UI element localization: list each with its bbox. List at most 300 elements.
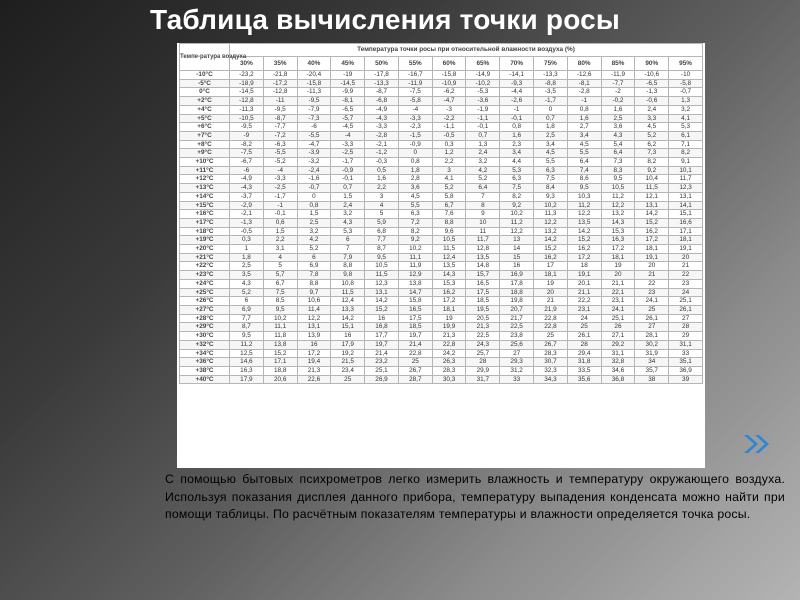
dew-point-cell: 7,3 [635, 149, 669, 158]
dew-point-cell: 25,1 [365, 366, 399, 375]
dew-point-cell: 26,3 [432, 358, 466, 367]
dew-point-cell: -4,7 [432, 97, 466, 106]
dew-point-cell: 4,1 [669, 114, 703, 123]
air-temperature-cell: +26°C [180, 297, 230, 306]
air-temperature-cell: +25°C [180, 288, 230, 297]
dew-point-cell: 16,9 [500, 271, 534, 280]
dew-point-cell: 7,4 [567, 166, 601, 175]
table-row [180, 97, 703, 106]
dew-point-cell: 11,1 [263, 323, 297, 332]
dew-point-cell: -19 [331, 71, 365, 80]
dew-point-cell: -8,2 [230, 140, 264, 149]
dew-point-cell: 15,3 [601, 227, 635, 236]
dew-point-cell: -2,8 [365, 131, 399, 140]
table-row [180, 184, 703, 193]
dew-point-cell: -5,7 [331, 114, 365, 123]
air-temperature-cell: +4°C [180, 105, 230, 114]
dew-point-cell: 7,1 [669, 140, 703, 149]
dew-point-cell: -1,1 [466, 114, 500, 123]
dew-point-cell: 15,2 [635, 218, 669, 227]
humidity-column-header: 85% [601, 57, 635, 71]
dew-point-cell: 9,7 [297, 288, 331, 297]
dew-point-cell: 2,4 [635, 105, 669, 114]
dew-point-cell: 5,2 [466, 175, 500, 184]
dew-point-cell: 18,8 [263, 366, 297, 375]
dew-point-cell: 1,3 [669, 97, 703, 106]
dew-point-cell: 8,8 [297, 279, 331, 288]
dew-point-cell: 3,1 [263, 245, 297, 254]
dew-point-cell: 12,3 [365, 279, 399, 288]
dew-point-cell: 21,9 [534, 305, 568, 314]
dew-point-cell: -21,8 [263, 71, 297, 80]
dew-point-cell: 0,5 [365, 166, 399, 175]
table-row [180, 314, 703, 323]
dew-point-cell: 10,5 [601, 184, 635, 193]
dew-point-cell: 15,1 [669, 210, 703, 219]
dew-point-cell: 20 [669, 253, 703, 262]
dew-point-cell: 1,6 [567, 114, 601, 123]
dew-point-cell: -2,6 [500, 97, 534, 106]
dew-point-cell: 8,4 [534, 184, 568, 193]
double-chevron-right-icon [741, 433, 773, 455]
dew-point-cell: 21,5 [331, 358, 365, 367]
dew-point-cell: 10,5 [365, 262, 399, 271]
dew-point-cell: -1,3 [635, 88, 669, 97]
dew-point-cell: 18,8 [500, 288, 534, 297]
dew-point-cell: 14,1 [669, 201, 703, 210]
dew-point-cell: 5 [263, 262, 297, 271]
dew-point-cell: 9,3 [534, 192, 568, 201]
air-temperature-cell: +14°C [180, 192, 230, 201]
page-title: Таблица вычисления точки росы [150, 4, 621, 35]
dew-point-cell: 35,1 [669, 358, 703, 367]
dew-point-cell: 18,5 [398, 323, 432, 332]
dew-point-cell: 28 [466, 358, 500, 367]
dew-point-cell: -3,9 [297, 149, 331, 158]
dew-point-cell: 3,2 [331, 210, 365, 219]
dew-point-cell: 7,7 [365, 236, 399, 245]
dew-point-cell: 11,5 [365, 271, 399, 280]
dew-point-cell: -17,2 [263, 79, 297, 88]
dew-point-cell: 36,8 [601, 375, 635, 384]
dew-point-cell: 1,2 [432, 149, 466, 158]
dew-point-cell: 16 [500, 262, 534, 271]
dew-point-cell: 2,2 [365, 184, 399, 193]
humidity-header-row [180, 57, 703, 71]
dew-point-cell: 6,1 [669, 131, 703, 140]
dew-point-cell: 31,1 [669, 340, 703, 349]
dew-point-cell: 20,6 [263, 375, 297, 384]
dew-point-cell: -6,5 [331, 105, 365, 114]
dew-point-cell: 5,3 [669, 123, 703, 132]
air-temperature-cell: 0°C [180, 88, 230, 97]
dew-point-cell: 0,7 [534, 114, 568, 123]
dew-point-cell: 6,7 [432, 201, 466, 210]
dew-point-cell: 2,4 [331, 201, 365, 210]
table-row [180, 366, 703, 375]
table-row [180, 262, 703, 271]
dew-point-cell: 26,1 [669, 305, 703, 314]
dew-point-cell: 23 [635, 288, 669, 297]
dew-point-cell: 39 [669, 375, 703, 384]
dew-point-cell: 17,9 [331, 340, 365, 349]
dew-point-cell: 2,5 [297, 218, 331, 227]
dew-point-cell: -9 [230, 131, 264, 140]
dew-point-cell: 16,2 [432, 288, 466, 297]
air-temperature-cell: +9°C [180, 149, 230, 158]
air-temperature-cell: +6°C [180, 123, 230, 132]
dew-point-cell: 2,8 [398, 175, 432, 184]
dew-point-cell: -0,9 [331, 166, 365, 175]
air-temperature-cell: +28°C [180, 314, 230, 323]
table-row [180, 105, 703, 114]
dew-point-cell: 25,7 [466, 349, 500, 358]
dew-point-cell: 29,4 [567, 349, 601, 358]
dew-point-cell: 19,4 [297, 358, 331, 367]
dew-point-cell: -12,6 [567, 71, 601, 80]
dew-point-cell: -4,9 [230, 175, 264, 184]
dew-point-cell: 17,2 [567, 253, 601, 262]
dew-point-cell: 27 [635, 323, 669, 332]
dew-point-cell: 0,8 [500, 123, 534, 132]
dew-point-cell: 9,5 [601, 175, 635, 184]
dew-point-cell: 32,8 [601, 358, 635, 367]
dew-point-cell: 11,7 [466, 236, 500, 245]
dew-point-cell: 24,1 [601, 305, 635, 314]
dew-point-cell: 16 [365, 314, 399, 323]
dew-point-cell: -2,4 [297, 166, 331, 175]
dew-point-cell: 13,8 [263, 340, 297, 349]
dew-point-cell: 17,9 [230, 375, 264, 384]
dew-point-cell: 17,7 [365, 332, 399, 341]
dew-point-cell: -10,9 [432, 79, 466, 88]
dew-point-cell: 26,7 [534, 340, 568, 349]
dew-point-cell: 6,3 [398, 210, 432, 219]
dew-point-cell: 19,8 [500, 297, 534, 306]
dew-point-cell: -3,3 [365, 123, 399, 132]
dew-point-cell: 19,5 [466, 305, 500, 314]
dew-point-cell: 20,7 [500, 305, 534, 314]
table-row [180, 271, 703, 280]
dew-point-cell: 22,8 [398, 349, 432, 358]
dew-point-cell: 10,6 [297, 297, 331, 306]
dew-point-cell: 28,7 [398, 375, 432, 384]
humidity-column-header: 70% [500, 57, 534, 71]
dew-point-cell: 0,8 [297, 201, 331, 210]
dew-point-cell: 21,4 [398, 340, 432, 349]
dew-point-cell: 22,5 [466, 332, 500, 341]
air-temperature-cell: -5°C [180, 79, 230, 88]
next-slide-button[interactable] [741, 433, 773, 455]
dew-point-cell: 1,5 [297, 210, 331, 219]
dew-point-cell: 5,2 [432, 184, 466, 193]
dew-point-cell: -8,7 [365, 88, 399, 97]
table-row [180, 340, 703, 349]
dew-point-cell: 11,7 [669, 175, 703, 184]
humidity-column-header: 30% [230, 57, 264, 71]
dew-point-cell: 35,7 [635, 366, 669, 375]
dew-point-cell: 21,4 [365, 349, 399, 358]
dew-point-cell: 9,5 [567, 184, 601, 193]
dew-point-cell: 27 [669, 314, 703, 323]
dew-point-cell: 25 [567, 323, 601, 332]
dew-point-cell: -6 [297, 123, 331, 132]
dew-point-cell: 24,2 [432, 349, 466, 358]
dew-point-cell: 2,5 [534, 131, 568, 140]
dew-point-cell: -0,2 [601, 97, 635, 106]
dew-point-cell: -5,3 [466, 88, 500, 97]
dew-point-cell: 7 [331, 245, 365, 254]
dew-point-cell: -7,5 [398, 88, 432, 97]
dew-point-cell: 21,7 [500, 314, 534, 323]
dew-point-cell: 19,1 [567, 271, 601, 280]
dew-point-cell: -9,5 [230, 123, 264, 132]
dew-point-cell: 25 [635, 305, 669, 314]
dew-point-cell: 17,5 [466, 288, 500, 297]
dew-point-cell: 8,7 [230, 323, 264, 332]
dew-point-cell: -2,5 [263, 184, 297, 193]
dew-point-cell: 13,2 [534, 227, 568, 236]
dew-point-cell: 4,1 [432, 175, 466, 184]
table-row [180, 323, 703, 332]
dew-point-cell: 6,3 [500, 175, 534, 184]
dew-point-cell: 12,9 [398, 271, 432, 280]
dew-point-cell: -6,2 [432, 88, 466, 97]
dew-point-cell: 11,2 [230, 340, 264, 349]
air-temperature-cell: +30°C [180, 332, 230, 341]
air-temperature-cell: +5°C [180, 114, 230, 123]
dew-point-cell: -11,9 [398, 79, 432, 88]
dew-point-cell: 5,4 [601, 140, 635, 149]
dew-point-cell: 29,3 [500, 358, 534, 367]
dew-point-cell: 14,3 [432, 271, 466, 280]
dew-point-cell: 18,5 [466, 297, 500, 306]
air-temperature-cell: +16°C [180, 210, 230, 219]
dew-point-cell: 4,3 [601, 131, 635, 140]
dew-point-cell: -8,1 [331, 97, 365, 106]
dew-point-cell: 8,8 [432, 218, 466, 227]
dew-point-cell: -2 [601, 88, 635, 97]
dew-point-cell: -5,5 [263, 149, 297, 158]
table-row [180, 332, 703, 341]
dew-point-cell: 3 [432, 166, 466, 175]
dew-point-cell: 10,4 [635, 175, 669, 184]
dew-point-cell: 4,2 [297, 236, 331, 245]
dew-point-cell: 13,1 [635, 201, 669, 210]
dew-point-cell: 31,2 [500, 366, 534, 375]
dew-point-cell: 10,2 [500, 210, 534, 219]
dew-point-cell: 25 [331, 375, 365, 384]
dew-point-cell: 18,1 [669, 236, 703, 245]
dew-point-cell: 1,6 [365, 175, 399, 184]
table-row [180, 149, 703, 158]
dew-point-cell: 16,3 [601, 236, 635, 245]
dew-point-cell: 13,5 [466, 253, 500, 262]
dew-point-cell: 22 [669, 271, 703, 280]
dew-point-cell: 4 [263, 253, 297, 262]
dew-point-cell: -10,5 [230, 114, 264, 123]
dew-point-cell: 34,3 [534, 375, 568, 384]
dew-point-cell: 8,7 [365, 245, 399, 254]
dew-point-cell: 7,8 [297, 271, 331, 280]
dew-point-cell: -0,1 [263, 210, 297, 219]
dew-point-cell: 11,5 [331, 288, 365, 297]
dew-point-cell: 19,7 [365, 340, 399, 349]
humidity-column-header: 40% [297, 57, 331, 71]
dew-point-cell: -10,6 [635, 71, 669, 80]
air-temperature-cell: +24°C [180, 279, 230, 288]
dew-point-cell: 21,1 [567, 288, 601, 297]
dew-point-cell: 16,5 [398, 305, 432, 314]
dew-point-cell: -3,3 [331, 140, 365, 149]
dew-point-cell: 29,9 [466, 366, 500, 375]
dew-point-cell: 1,8 [398, 166, 432, 175]
dew-point-cell: 2,2 [263, 236, 297, 245]
dew-point-cell: -4,5 [331, 123, 365, 132]
dew-point-cell: 12,5 [230, 349, 264, 358]
dew-point-cell: -12,8 [230, 97, 264, 106]
dew-point-cell: -1 [500, 105, 534, 114]
dew-point-cell: 21 [669, 262, 703, 271]
dew-point-cell: 12,2 [601, 201, 635, 210]
dew-point-cell: 14,8 [466, 262, 500, 271]
table-row [180, 88, 703, 97]
dew-point-cell: 11,2 [567, 201, 601, 210]
dew-point-cell: -0,3 [365, 158, 399, 167]
dew-point-cell: 0,7 [466, 131, 500, 140]
dew-point-cell: -15,8 [432, 71, 466, 80]
dew-point-cell: 21 [635, 271, 669, 280]
dew-point-table-body [180, 71, 703, 384]
dew-point-cell: 14,2 [365, 297, 399, 306]
dew-point-cell: 3,3 [635, 114, 669, 123]
dew-point-cell: -7,2 [263, 131, 297, 140]
dew-point-cell: 13,8 [398, 279, 432, 288]
dew-point-cell: 3,4 [500, 149, 534, 158]
dew-point-cell: 17,1 [263, 358, 297, 367]
dew-point-cell: 6 [297, 253, 331, 262]
dew-point-cell: 33 [669, 349, 703, 358]
dew-point-cell: 9,1 [669, 158, 703, 167]
dew-point-cell: 7,9 [331, 253, 365, 262]
dew-point-cell: -10,2 [466, 79, 500, 88]
dew-point-cell: 4,5 [567, 140, 601, 149]
dew-point-cell: -1 [567, 97, 601, 106]
table-row [180, 288, 703, 297]
air-temperature-cell: +15°C [180, 201, 230, 210]
dew-point-cell: -5,8 [398, 97, 432, 106]
dew-point-cell: 27 [500, 349, 534, 358]
air-temperature-cell: +12°C [180, 175, 230, 184]
dew-point-cell: 4,3 [331, 218, 365, 227]
air-temperature-cell: +22°C [180, 262, 230, 271]
air-temperature-cell: +27°C [180, 305, 230, 314]
dew-point-cell: 12,1 [635, 192, 669, 201]
dew-point-cell: 13,9 [297, 332, 331, 341]
dew-point-cell: 9,8 [331, 271, 365, 280]
dew-point-cell: 8,3 [601, 166, 635, 175]
dew-point-cell: 28,1 [635, 332, 669, 341]
table-row [180, 123, 703, 132]
dew-point-cell: 15,2 [567, 236, 601, 245]
dew-point-cell: -5,8 [669, 79, 703, 88]
dew-point-cell: 2,5 [230, 262, 264, 271]
dew-point-cell: 9,2 [500, 201, 534, 210]
dew-point-cell: 25,1 [601, 314, 635, 323]
dew-point-cell: 0 [297, 192, 331, 201]
dew-point-cell: -8,7 [263, 114, 297, 123]
dew-point-cell: 25 [398, 358, 432, 367]
dew-point-cell: 33,5 [567, 366, 601, 375]
dew-point-cell: 17,2 [432, 297, 466, 306]
dew-point-cell: 22,8 [534, 323, 568, 332]
dew-point-cell: 28,3 [534, 349, 568, 358]
dew-point-cell: -6,7 [230, 158, 264, 167]
air-temperature-cell: +34°C [180, 349, 230, 358]
dew-point-cell: 13,1 [297, 323, 331, 332]
dew-point-cell: 29,2 [601, 340, 635, 349]
dew-point-cell: -0,5 [432, 131, 466, 140]
dew-point-cell: 8,2 [635, 158, 669, 167]
dew-point-cell: 0 [398, 149, 432, 158]
dew-point-cell: 6,4 [466, 184, 500, 193]
table-row [180, 140, 703, 149]
air-temperature-cell: +29°C [180, 323, 230, 332]
dew-point-cell: 19,9 [432, 323, 466, 332]
dew-point-cell: 5,5 [567, 149, 601, 158]
dew-point-cell: 19,7 [398, 332, 432, 341]
dew-point-cell: -2,9 [230, 201, 264, 210]
dew-point-cell: -2,1 [230, 210, 264, 219]
dew-point-cell: 5,5 [534, 158, 568, 167]
dew-point-cell: 18,1 [534, 271, 568, 280]
dew-point-cell: 16,3 [230, 366, 264, 375]
dew-point-cell: -3,5 [534, 88, 568, 97]
dew-point-cell: 4,2 [466, 166, 500, 175]
dew-point-cell: 13 [500, 236, 534, 245]
dew-point-cell: 20 [534, 288, 568, 297]
humidity-column-header: 60% [432, 57, 466, 71]
dew-point-cell: 15,8 [398, 297, 432, 306]
dew-point-cell: 12,2 [500, 227, 534, 236]
dew-point-cell: 10,3 [567, 192, 601, 201]
dew-point-cell: 17,5 [398, 314, 432, 323]
dew-point-cell: 19,2 [331, 349, 365, 358]
dew-point-cell: 12,2 [534, 218, 568, 227]
dew-point-cell: 9 [466, 210, 500, 219]
dew-point-cell: -6,3 [263, 140, 297, 149]
dew-point-cell: 12,8 [466, 245, 500, 254]
air-temperature-cell: +40°C [180, 375, 230, 384]
table-row [180, 201, 703, 210]
dew-point-cell: 23,2 [365, 358, 399, 367]
dew-point-cell: 11,8 [263, 332, 297, 341]
dew-point-cell: 11,2 [500, 218, 534, 227]
dew-point-cell: 3,4 [534, 140, 568, 149]
dew-point-cell: 3,6 [398, 184, 432, 193]
dew-point-cell: -1,7 [534, 97, 568, 106]
dew-point-cell: -14,9 [466, 71, 500, 80]
dew-point-cell: 24,3 [466, 340, 500, 349]
dew-point-cell: 0 [534, 105, 568, 114]
dew-point-cell: 30,7 [534, 358, 568, 367]
dew-point-cell: 22,8 [432, 340, 466, 349]
dew-point-cell: 17 [534, 262, 568, 271]
dew-point-cell: 18,1 [432, 305, 466, 314]
dew-point-cell: 4,3 [230, 279, 264, 288]
dew-point-cell: 16,2 [567, 245, 601, 254]
dew-point-cell: 11,3 [534, 210, 568, 219]
